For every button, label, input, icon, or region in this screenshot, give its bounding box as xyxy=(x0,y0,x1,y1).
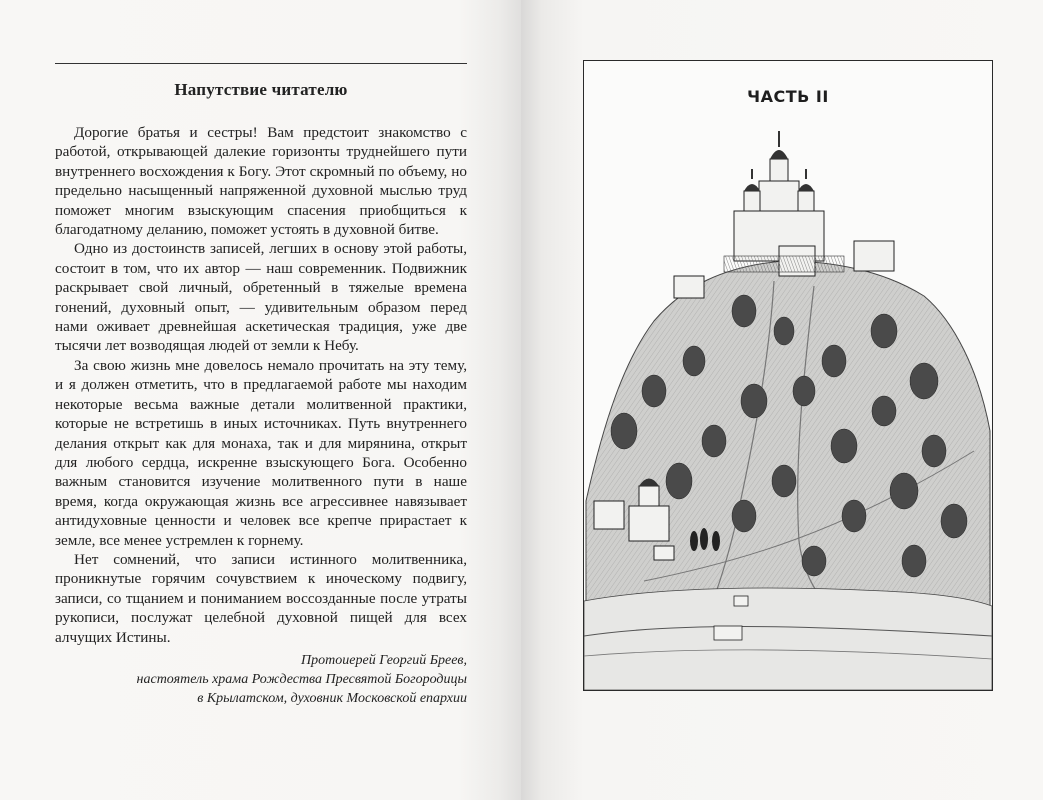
paragraph-3: За свою жизнь мне довелось немало прочитать на эту тему, и я должен отметить, что в предлагаемой работе мы находим некоторые весьма важные детали молитвенной практики, которые не встретишь в иных источниках. Путь внутреннего делания открыт как для монаха, так и для мирянина, открыт для любого сердца, искренне взыскующего Бога. Особенно важным становится изучение молитвенного пути в наше время, когда окружающая жизнь все агрессивнее навязывает антидуховные ценности и человек все крепче прирастает к земле, все менее устремлен к горнему. xyxy=(55,356,467,549)
header-rule xyxy=(55,63,467,64)
illustration-frame xyxy=(583,60,993,691)
signature-line-1: настоятель храма Рождества Пресвятой Богородицы xyxy=(136,672,467,687)
part-label: ЧАСТЬ II xyxy=(747,87,829,106)
monastery-engraving xyxy=(584,61,992,690)
paragraph-2: Одно из достоинств записей, легших в основу этой работы, состоит в том, что их автор — наш современник. Подвижник раскрывает свой личный, обретенный в тяжелые времена гонений, духовный опыт, — удивительным образом перед нами оживает древнейшая аскетическая традиция, уже две тысячи лет возводящая людей от земли к Небу. xyxy=(55,240,467,355)
signature-name: Протоиерей Георгий Бреев, xyxy=(301,653,467,668)
body-text xyxy=(55,123,467,647)
paragraph-4: Нет сомнений, что записи истинного молитвенника, проникнутые горячим сочувствием к иноческому подвигу, записи, со тщанием и пониманием воссозданные после утраты рукописи, послужат целебной духовной пищей для всех алчущих Истины. xyxy=(55,550,467,646)
paragraph-1: Дорогие братья и сестры! Вам предстоит знакомство с работой, открывающей далекие горизонты труднейшего пути внутреннего восхождения к Богу. Этот скромный по объему, но предельно насыщенный напряженной духовной мыслью труд поможет многим взыскующим спасения приобщиться к благодатному деланию, поможет устоять в духовной битве. xyxy=(55,124,467,239)
signature-block xyxy=(55,651,467,708)
page-title: Напутствие читателю xyxy=(174,80,348,99)
signature-line-2: в Крылатском, духовник Московской епархии xyxy=(197,691,467,706)
